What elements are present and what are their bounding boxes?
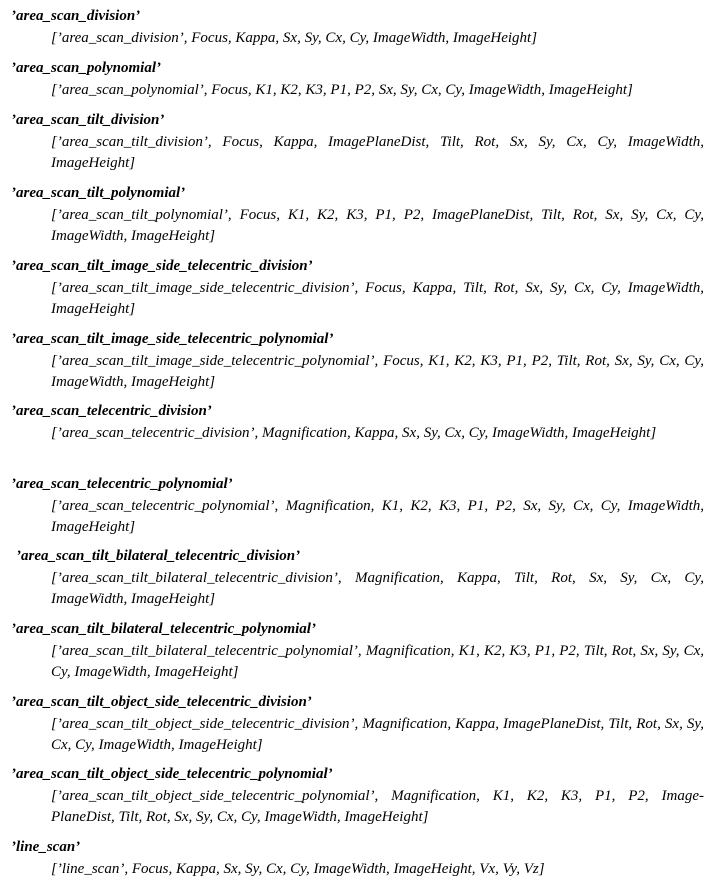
entry-parameters: [’area_scan_polynomial’, Focus, K1, K2, K3, P1, P2, Sx, Sy, Cx, Cy, ImageWidth, ImageHeight]	[51, 82, 633, 98]
entry-title: ’area_scan_division’	[11, 8, 141, 24]
entry-parameters: [’area_scan_tilt_division’, Focus, Kappa, ImagePlaneDist, Tilt, Rot, Sx, Sy, Cx, Cy, ImageWidth, ImageHeight]	[51, 134, 704, 171]
entry-parameters: [’area_scan_telecentric_division’, Magnification, Kappa, Sx, Sy, Cx, Cy, ImageWidth, ImageHeight]	[51, 425, 657, 441]
entry-title: ’area_scan_tilt_object_side_telecentric_division’	[11, 694, 312, 710]
entry-parameters: [’line_scan’, Focus, Kappa, Sx, Sy, Cx, Cy, ImageWidth, ImageHeight, Vx, Vy, Vz]	[51, 861, 545, 877]
entry-title: ’line_scan’	[11, 839, 81, 855]
entry-parameters: [’area_scan_tilt_image_side_telecentric_division’, Focus, Kappa, Tilt, Rot, Sx, Sy, Cx, Cy, ImageWidth, ImageHeight]	[51, 280, 704, 317]
entry-parameters: [’area_scan_tilt_bilateral_telecentric_polynomial’, Magnification, K1, K2, K3, P1, P2, Tilt, Rot, Sx, Sy, Cx, Cy, ImageWidth, ImageHeight]	[51, 643, 704, 680]
entry-title: ’area_scan_telecentric_division’	[11, 403, 212, 419]
entry-parameters: [’area_scan_tilt_polynomial’, Focus, K1, K2, K3, P1, P2, ImagePlaneDist, Tilt, Rot, Sx, Sy, Cx, Cy, ImageWidth, ImageHeight]	[51, 207, 704, 244]
entry-title: ’area_scan_tilt_image_side_telecentric_polynomial’	[11, 331, 334, 347]
entry-title: ’area_scan_tilt_object_side_telecentric_polynomial’	[11, 766, 333, 782]
entry-title: ’area_scan_tilt_bilateral_telecentric_polynomial’	[11, 621, 316, 637]
entry-parameters: [’area_scan_tilt_image_side_telecentric_polynomial’, Focus, K1, K2, K3, P1, P2, Tilt, Rot, Sx, Sy, Cx, Cy, ImageWidth, ImageHeight]	[51, 353, 704, 390]
entry-title: ’area_scan_tilt_division’	[11, 112, 165, 128]
entry-title: ’area_scan_telecentric_polynomial’	[11, 476, 233, 492]
entry-parameters: [’area_scan_division’, Focus, Kappa, Sx, Sy, Cx, Cy, ImageWidth, ImageHeight]	[51, 30, 538, 46]
entry-parameters: [’area_scan_tilt_object_side_telecentric_division’, Magnification, Kappa, ImagePlaneDist, Tilt, Rot, Sx, Sy, Cx, Cy, ImageWidth, ImageHeight]	[51, 716, 704, 753]
entry-parameters: [’area_scan_tilt_object_side_telecentric_polynomial’, Magnification, K1, K2, K3, P1, P2, Image-PlaneDist, Tilt, Rot, Sx, Sy, Cx, Cy, ImageWidth, ImageHeight]	[51, 788, 704, 825]
entry-title: ’area_scan_tilt_bilateral_telecentric_division’	[16, 548, 301, 564]
entry-title: ’area_scan_polynomial’	[11, 60, 161, 76]
entry-title: ’area_scan_tilt_polynomial’	[11, 185, 186, 201]
entry-title: ’area_scan_tilt_image_side_telecentric_division’	[11, 258, 313, 274]
entry-parameters: [’area_scan_tilt_bilateral_telecentric_division’, Magnification, Kappa, Tilt, Rot, Sx, Sy, Cx, Cy, ImageWidth, ImageHeight]	[51, 570, 704, 607]
entry-parameters: [’area_scan_telecentric_polynomial’, Magnification, K1, K2, K3, P1, P2, Sx, Sy, Cx, Cy, ImageWidth, ImageHeight]	[51, 498, 704, 535]
